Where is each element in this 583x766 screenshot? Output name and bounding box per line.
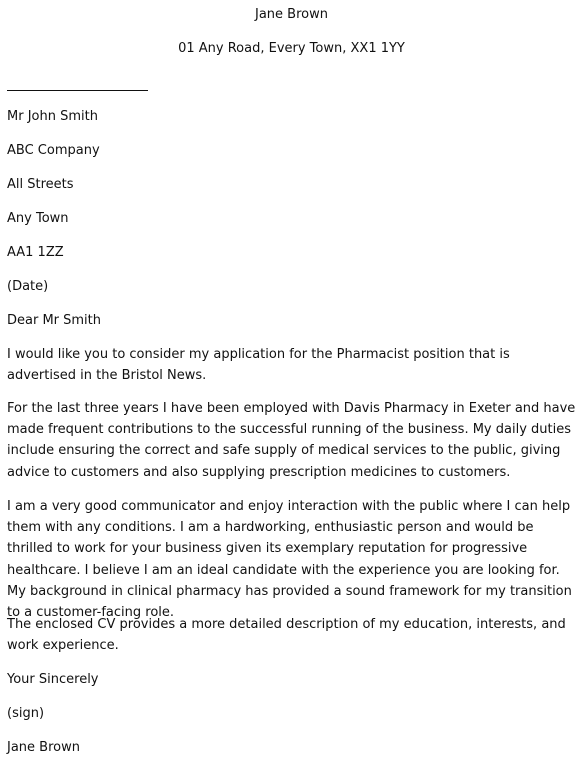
divider-rule — [7, 90, 148, 91]
paragraph-skills: I am a very good communicator and enjoy interaction with the public where I can help them with any conditions. I am a hardworking, enthusiastic person and would be thrilled to work for your business given its exemplary reputation for progressive healthcare. I believe I am an ideal candidate with the experience you are looking for. My background in clinical pharmacy has provided a sound framework for my transition to a customer-facing role. — [7, 499, 572, 621]
paragraph-experience: For the last three years I have been employed with Davis Pharmacy in Exeter and have made frequent contributions to the successful running of the business. My daily duties include ensuring the correct and safe supply of medical services to the public, giving advice to customers and also supplying prescription medicines to customers. — [7, 401, 576, 480]
recipient-name: Mr John Smith — [7, 109, 98, 124]
paragraph-intro: I would like you to consider my application for the Pharmacist position that is advertised in the Bristol News. — [7, 347, 510, 384]
letter-date: (Date) — [7, 279, 49, 294]
salutation: Dear Mr Smith — [7, 313, 102, 328]
signoff-name: Jane Brown — [7, 740, 80, 755]
recipient-postcode: AA1 1ZZ — [7, 245, 64, 260]
recipient-company: ABC Company — [7, 143, 100, 158]
sender-name: Jane Brown — [255, 7, 328, 22]
recipient-town: Any Town — [7, 211, 69, 226]
paragraph-cv: The enclosed CV provides a more detailed description of my education, interests, and work experience. — [7, 617, 566, 654]
signature-placeholder: (sign) — [7, 706, 45, 721]
sender-address: 01 Any Road, Every Town, XX1 1YY — [178, 41, 405, 56]
recipient-street: All Streets — [7, 177, 74, 192]
closing: Your Sincerely — [7, 672, 99, 687]
